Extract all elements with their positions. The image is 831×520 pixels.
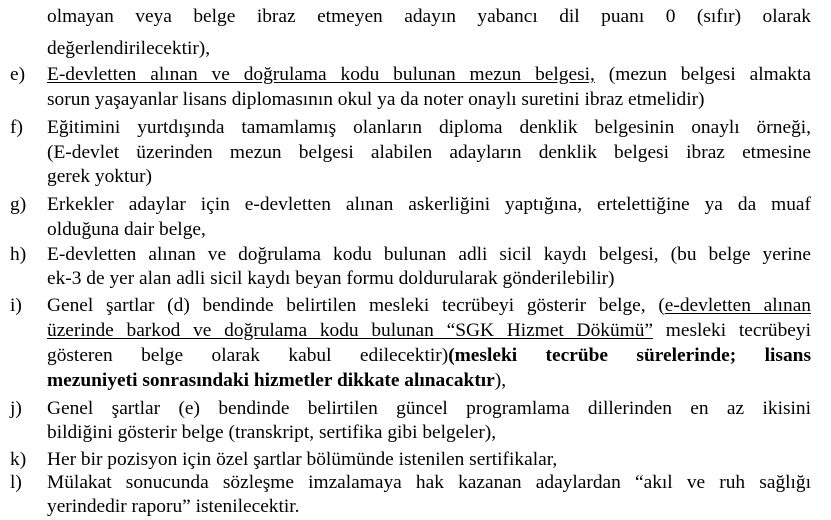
bold-text: (mesleki tecrübe sürelerinde; lisans xyxy=(448,345,811,366)
list-item-e-continuation: sorun yaşayanlar lisans diplomasının okul ya da noter onaylı suretini ibraz etmelidir) xyxy=(47,89,705,110)
list-item-g-continuation: olduğuna dair belge, xyxy=(47,219,206,240)
list-item-f-continuation: gerek yoktur) xyxy=(47,166,152,187)
list-item-l: Mülakat sonucunda sözleşme imzalamaya hak kazanan adaylardan “akıl ve ruh sağlığı xyxy=(47,472,811,493)
list-item-h-continuation: ek-3 de yer alan adli sicil kaydı beyan formu doldurularak gönderilebilir) xyxy=(47,268,615,289)
list-item-e: E-devletten alınan ve doğrulama kodu bulunan mezun belgesi, (mezun belgesi almakta xyxy=(47,64,811,85)
list-item-g: Erkekler adaylar için e-devletten alınan askerliğini yaptığına, ertelettiğine ya da muaf xyxy=(47,194,811,215)
list-item-label-l: l) xyxy=(10,472,22,493)
list-item-i-continuation: gösteren belge olarak kabul edilecektir)(mesleki tecrübe sürelerinde; lisans xyxy=(47,345,811,366)
underlined-text: üzerinde barkod ve doğrulama kodu bulunan “SGK Hizmet Dökümü” xyxy=(47,320,654,341)
intro-text: değerlendirilecektir), xyxy=(47,38,211,59)
list-item-j-continuation: bildiğini gösterir belge (transkript, sertifika gibi belgeler), xyxy=(47,422,497,443)
list-item-label-i: i) xyxy=(10,295,22,316)
list-item-k: Her bir pozisyon için özel şartlar bölümünde istenilen sertifikalar, xyxy=(47,449,558,470)
list-item-label-g: g) xyxy=(10,194,27,215)
list-item-label-h: h) xyxy=(10,244,27,265)
list-item-i-continuation: mezuniyeti sonrasındaki hizmetler dikkate alınacaktır), xyxy=(47,370,507,391)
underlined-text: e-devletten alınan xyxy=(664,295,811,316)
bold-text: mezuniyeti sonrasındaki hizmetler dikkate alınacaktır xyxy=(47,370,495,391)
list-item-label-k: k) xyxy=(10,449,27,470)
list-item-label-e: e) xyxy=(10,64,26,85)
intro-line xyxy=(47,4,811,29)
list-item-f: Eğitimini yurtdışında tamamlamış olanların diploma denklik belgesinin onaylı örneği, xyxy=(47,117,811,138)
intro-line xyxy=(47,36,210,61)
list-item-label-f: f) xyxy=(10,117,23,138)
list-item-i: Genel şartlar (d) bendinde belirtilen mesleki tecrübeyi gösterir belge, (e-devletten alınan xyxy=(47,295,811,316)
list-item-l-continuation: yerindedir raporu” istenilecektir. xyxy=(47,496,300,517)
intro-text: olmayan veya belge ibraz etmeyen adayın yabancı dil puanı 0 (sıfır) olarak xyxy=(47,6,811,27)
list-item-h: E-devletten alınan ve doğrulama kodu bulunan adli sicil kaydı belgesi, (bu belge yerine xyxy=(47,244,811,265)
list-item-j: Genel şartlar (e) bendinde belirtilen güncel programlama dillerinden en az ikisini xyxy=(47,398,811,419)
underlined-text: E-devletten alınan ve doğrulama kodu bulunan mezun belgesi, xyxy=(47,64,595,85)
list-item-f-continuation: (E-devlet üzerinden mezun belgesi alabilen adayların denklik belgesi ibraz etmesine xyxy=(47,142,811,163)
list-item-i-continuation: üzerinde barkod ve doğrulama kodu bulunan “SGK Hizmet Dökümü” mesleki tecrübeyi xyxy=(47,320,812,341)
list-item-label-j: j) xyxy=(10,398,22,419)
